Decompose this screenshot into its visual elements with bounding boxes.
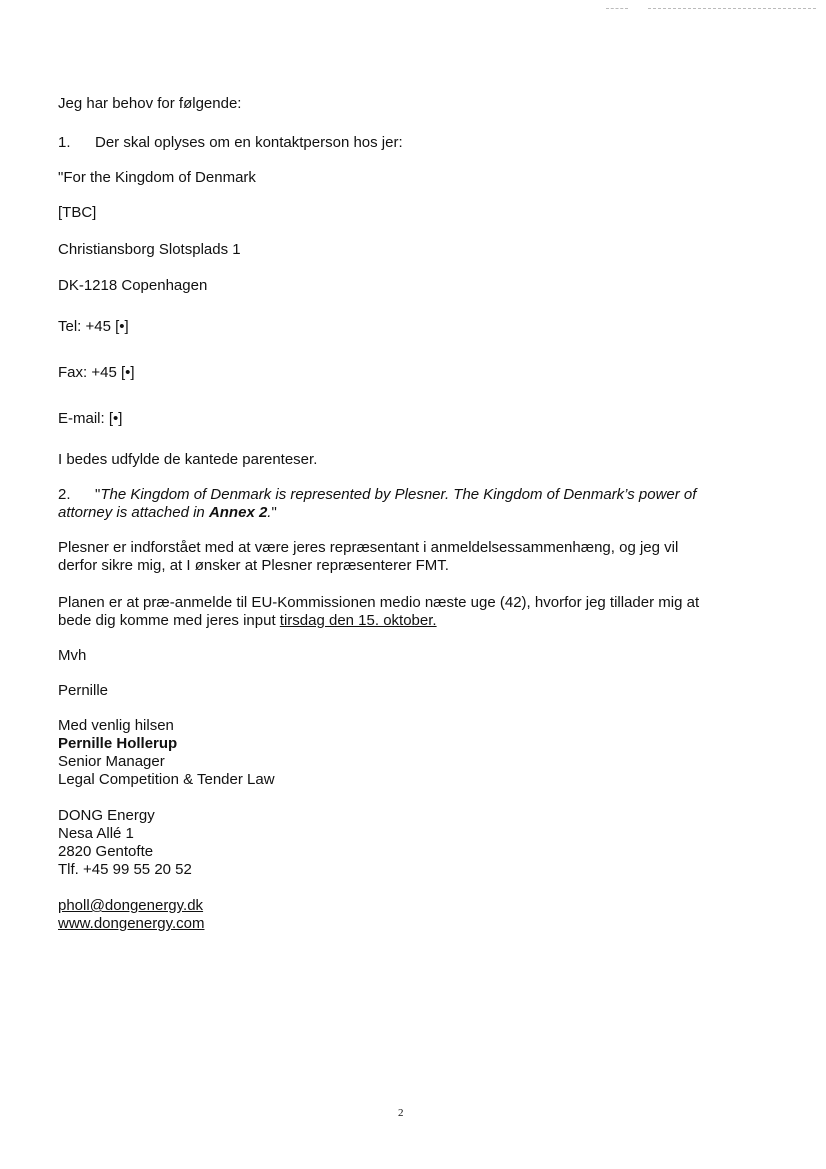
item-1-text: Der skal oplyses om en kontaktperson hos jer: xyxy=(95,134,403,151)
closing: Mvh xyxy=(58,647,87,664)
contact-links xyxy=(58,897,204,933)
item-2-quote-text-2: attorney is attached in xyxy=(58,504,209,521)
contact-tel: Tel: +45 [•] xyxy=(58,318,129,335)
item-2-annex: Annex 2 xyxy=(208,504,268,521)
signature-name: Pernille Hollerup xyxy=(58,735,178,752)
website-link[interactable]: www.dongenergy.com xyxy=(58,915,205,932)
paragraph-plan-line-1: Planen er at præ-anmelde til EU-Kommissionen medio næste uge (42), hvorfor jeg tillader mig at xyxy=(58,594,700,611)
scan-artifact xyxy=(648,8,816,9)
item-2-quote-end: . xyxy=(267,504,272,521)
company-address xyxy=(58,807,192,879)
item-1-number: 1. xyxy=(58,134,71,151)
item-2-quote-text-1: The Kingdom of Denmark is represented by Plesner. The Kingdom of Denmark’s power of xyxy=(100,486,697,503)
intro-text: Jeg har behov for følgende: xyxy=(58,95,242,112)
contact-line-3: Christiansborg Slotsplads 1 xyxy=(58,241,241,258)
paragraph-plan-line-2: bede dig komme med jeres input xyxy=(58,612,280,629)
contact-fax: Fax: +45 [•] xyxy=(58,364,135,381)
page-number: 2 xyxy=(398,1107,404,1119)
item-2-number: 2. xyxy=(58,486,71,503)
paragraph-representation xyxy=(58,539,778,575)
scan-artifact xyxy=(606,8,628,9)
first-name: Pernille xyxy=(58,682,109,699)
contact-line-1: "For the Kingdom of Denmark xyxy=(58,169,256,186)
deadline-date: tirsdag den 15. oktober. xyxy=(279,612,437,629)
item-1 xyxy=(58,134,403,152)
contact-line-4: DK-1218 Copenhagen xyxy=(58,277,208,294)
paragraph-plan xyxy=(58,594,788,630)
item-2-quote-close: " xyxy=(271,504,277,521)
paragraph-representation-line-1: Plesner er indforstået med at være jeres repræsentant i anmeldelsessammenhæng, og jeg vil xyxy=(58,539,679,556)
company-phone: Tlf. +45 99 55 20 52 xyxy=(58,861,192,878)
paragraph-representation-line-2: derfor sikre mig, at I ønsker at Plesner repræsenterer FMT. xyxy=(58,557,449,574)
contact-email: E-mail: [•] xyxy=(58,410,123,427)
company-name: DONG Energy xyxy=(58,807,155,824)
item-2-quote-open: " xyxy=(95,486,101,503)
contact-line-2: [TBC] xyxy=(58,204,97,221)
fill-in-instruction: I bedes udfylde de kantede parenteser. xyxy=(58,451,318,468)
company-city: 2820 Gentofte xyxy=(58,843,154,860)
signature-department: Legal Competition & Tender Law xyxy=(58,771,275,788)
item-2 xyxy=(58,486,778,522)
company-street: Nesa Allé 1 xyxy=(58,825,134,842)
signature-block xyxy=(58,717,275,789)
signature-title: Senior Manager xyxy=(58,753,165,770)
email-link[interactable]: pholl@dongenergy.dk xyxy=(58,897,204,914)
signature-greeting: Med venlig hilsen xyxy=(58,717,174,734)
